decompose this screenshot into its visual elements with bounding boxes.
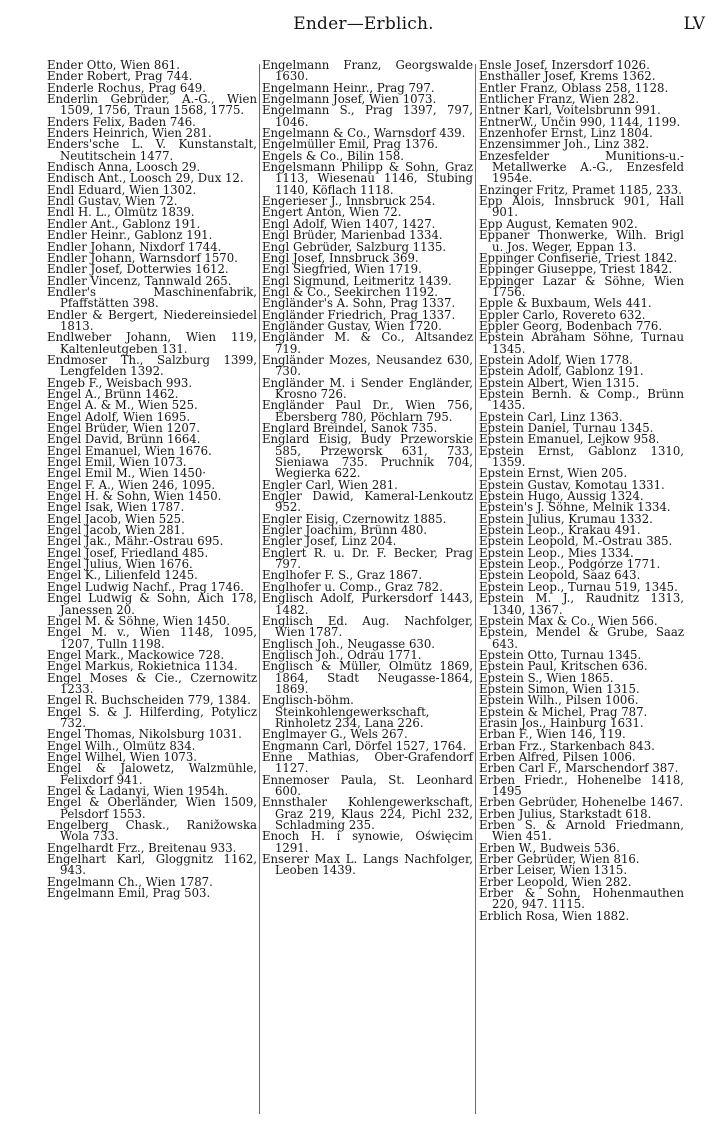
directory-entry: Enzesfelder Munitions-u.-Metallwerke A.-G., Enzesfeld 1954e. [479, 148, 684, 186]
directory-entry: Engel Isak, Wien 1787. [47, 500, 185, 515]
directory-entry: Engl Sigmund, Leitmeritz 1439. [262, 273, 452, 288]
directory-entry: Epstein Hugo, Aussig 1324. [479, 489, 644, 504]
directory-entry: Engel Moses & Cie., Czernowitz 1233. [47, 670, 257, 696]
directory-entry: Epstein Max & Co., Wien 566. [479, 613, 658, 628]
directory-entry: Engl Siegfried, Wien 1719. [262, 262, 422, 277]
directory-entry: Engelberg Chask., Ranižowska Wola 733. [47, 818, 257, 844]
directory-entry: Erben Friedr., Hohenelbe 1418, 1495 [479, 772, 684, 798]
directory-entry: Ender Otto, Wien 861. [47, 58, 180, 72]
directory-entry: Endler Vincenz, Tannwald 265. [47, 273, 232, 288]
directory-entry: Erben Julius, Starkstadt 618. [479, 806, 652, 821]
directory-entry: Engelmüller Emil, Prag 1376. [262, 137, 439, 152]
directory-entry: Engel Ludwig & Sohn, Aich 178, Janessen 20. [47, 591, 257, 617]
directory-entry: Eppinger Lazar & Söhne, Wien 1756. [479, 273, 684, 299]
directory-entry: Epstein Wilh., Pilsen 1006. [479, 693, 639, 708]
directory-entry: Engländer M. & Co., Altsandez 719. [262, 330, 473, 356]
directory-entry: Engel & Oberländer, Wien 1509, Pelsdorf 1553. [47, 795, 257, 821]
directory-entry: Engel M. v., Wien 1148, 1095, 1207, Tulln 1198. [47, 625, 257, 651]
directory-entry: Engler Joachim, Brünn 480. [262, 523, 428, 538]
directory-entry: Engel Brüder, Wien 1207. [47, 421, 200, 435]
directory-entry: Engler Eisig, Czernowitz 1885. [262, 511, 447, 526]
directory-entry: Enzensimmer Joh., Linz 382. [479, 137, 650, 152]
directory-entry: Engel Jak., Mähr.-Ostrau 695. [47, 534, 224, 549]
directory-entry: Erben Gebrüder, Hohenelbe 1467. [479, 795, 684, 810]
directory-entry: Englisch Joh., Odrau 1771. [262, 647, 422, 662]
directory-entry: Erben Alfred, Pilsen 1006. [479, 749, 636, 764]
directory-entry: Enserer Max L. Langs Nachfolger, Leoben 1439. [262, 852, 473, 878]
directory-entry: Ennemoser Paula, St. Leonhard 600. [262, 772, 473, 798]
directory-entry: Endl Eduard, Wien 1302. [47, 182, 197, 197]
directory-entry: Engländer Mozes, Neusandez 630, 730. [262, 352, 473, 379]
directory-entry: Epstein Leop., Mies 1334. [479, 545, 634, 560]
directory-entry: Epstein Gustav, Komotau 1331. [479, 477, 665, 492]
directory-entry: Englisch-böhm. Steinkohlengewerkschaft, Rinholetz 234, Lana 226. [262, 693, 430, 730]
directory-entry: Engel K., Lilienfeld 1245. [47, 568, 198, 583]
directory-entry: Engelsmann Philipp & Sohn, Graz 1113, Wiesenau 1146, Stubing 1140, Köflach 1118. [262, 160, 473, 197]
directory-entry: Engländer M. i Sender Engländer, Krosno 726. [262, 375, 473, 401]
directory-entry: Epple & Buxbaum, Wels 441. [479, 296, 652, 311]
directory-entry: Epstein Otto, Turnau 1345. [479, 647, 642, 662]
page-header [0, 14, 727, 40]
directory-entry: Englmayer G., Wels 267. [262, 727, 408, 742]
directory-entry: Epstein Leop., Krakau 491. [479, 523, 641, 538]
directory-entry: Engel Emanuel, Wien 1676. [47, 443, 212, 458]
directory-entry: Enderle Rochus, Prag 649. [47, 80, 206, 95]
directory-entry: Englhofer u. Comp., Graz 782. [262, 579, 443, 594]
directory-column-3 [479, 60, 684, 922]
directory-entry: Endler Johann, Nixdorf 1744. [47, 239, 222, 254]
directory-entry: Engl & Co., Seekirchen 1192. [262, 284, 438, 299]
directory-entry: Eppinger Giuseppe, Triest 1842. [479, 262, 673, 277]
column-divider [475, 64, 476, 1114]
directory-entry: Epstein Paul, Kritschen 636. [479, 659, 648, 674]
directory-entry: Epstein Albert, Wien 1315. [479, 375, 640, 390]
directory-entry: Endisch Ant., Loosch 29, Dux 12. [47, 171, 244, 186]
directory-entry: Erban Frz., Starkenbach 843. [479, 738, 655, 753]
directory-entry: Epstein Emanuel, Lejkow 958. [479, 432, 660, 447]
directory-entry: Epstein Adolf, Wien 1778. [479, 352, 633, 367]
directory-entry: Enders Heinrich, Wien 281. [47, 126, 212, 141]
directory-entry: Endmoser Th., Salzburg 1399, Lengfelden 1392. [47, 352, 257, 379]
directory-entry: Epstein Bernh. & Comp., Brünn 1435. [479, 386, 684, 413]
directory-entry: Engels & Co., Bilin 158. [262, 148, 405, 163]
directory-entry: Engel Josef, Friedland 485. [47, 545, 209, 560]
directory-entry: Erber Gebrüder, Wien 816. [479, 852, 640, 867]
directory-entry: Englert R. u. Dr. F. Becker, Prag 797. [262, 545, 473, 572]
directory-entry: Eppler Carlo, Rovereto 632. [479, 307, 646, 322]
directory-entry: Epstein Abraham Söhne, Turnau 1345. [479, 330, 684, 356]
directory-entry: Endlweber Johann, Wien 119, Kaltenleutgeben 131. [47, 330, 257, 356]
directory-entry: Engelmann Franz, Georgswalde 1630. [262, 58, 473, 84]
directory-entry: Entler Franz, Oblass 258, 1128. [479, 80, 669, 95]
directory-entry: Epstein Leop., Podgórze 1771. [479, 557, 661, 572]
directory-entry: Engel H. & Sohn, Wien 1450. [47, 489, 222, 504]
directory-entry: Enoch H. i synowie, Oświęcim 1291. [262, 829, 473, 855]
directory-entry: Engel Jacob, Wien 525. [47, 511, 185, 526]
directory-entry: Englisch Joh., Neugasse 630. [262, 636, 435, 651]
directory-entry: Epstein Julius, Krumau 1332. [479, 511, 653, 526]
directory-entry: Erber Leopold, Wien 282. [479, 874, 632, 889]
directory-entry: Engländer Paul Dr., Wien 756, Ebersberg 780, Pöchlarn 795. [262, 398, 473, 424]
directory-entry: Epstein Carl, Linz 1363. [479, 409, 623, 424]
directory-entry: Erben Carl F., Marschendorf 387. [479, 761, 679, 776]
directory-entry: Epstein Ernst, Wien 205. [479, 466, 628, 481]
directory-entry: Endler Johann, Warnsdorf 1570. [47, 250, 238, 265]
directory-entry: Engel Wilh., Olmütz 834. [47, 738, 196, 753]
directory-entry: Epstein M. J., Raudnitz 1313, 1340, 1367. [479, 591, 684, 617]
directory-entry: Epstein Leop., Turnau 519, 1345. [479, 579, 678, 594]
directory-entry: Erben S. & Arnold Friedmann, Wien 451. [479, 818, 684, 844]
directory-column-2 [262, 60, 473, 877]
directory-entry: Enderlin Gebrüder, A.-G., Wien 1509, 1756, Traun 1568, 1775. [47, 92, 257, 118]
directory-entry: Epp August, Kematen 902. [479, 216, 638, 231]
directory-entry: Eppaner Thonwerke, Wilh. Brigl u. Jos. Weger, Eppan 13. [479, 228, 684, 254]
directory-entry: Ennsthaler Kohlengewerkschaft, Graz 219, Klaus 224, Pichl 232, Schladming 235. [262, 795, 473, 833]
directory-entry: Englard Eisig, Budy Przeworskie 585, Przeworsk 631, 733, Sieniawa 735. Pruchnik 704, Wegierka 622. [262, 432, 473, 481]
directory-entry: Engelhart Karl, Gloggnitz 1162, 943. [47, 852, 257, 878]
directory-entry: Enne Mathias, Ober-Grafendorf 1127. [262, 749, 473, 776]
directory-entry: Engel & Jalowetz, Walzmühle, Felixdorf 941. [47, 761, 257, 787]
directory-entry: Engel & Ladanyi, Wien 1954h. [47, 784, 229, 798]
directory-entry: Epp Alois, Innsbruck 901, Hall 901. [479, 194, 684, 220]
directory-entry: Eppinger Confiserie, Triest 1842. [479, 250, 678, 265]
directory-entry: Enzenhofer Ernst, Linz 1804. [479, 126, 653, 141]
directory-entry: Engel Emil, Wien 1073. [47, 455, 187, 470]
directory-entry: Engel M. & Söhne, Wien 1450. [47, 613, 231, 628]
directory-entry: Engert Anton, Wien 72. [262, 205, 402, 220]
directory-entry: Epstein Daniel, Turnau 1345. [479, 421, 654, 435]
directory-entry: Ensthaller Josef, Krems 1362. [479, 69, 656, 84]
directory-entry: Entner Karl, Voitelsbrunn 991. [479, 103, 661, 118]
directory-entry: Engel David, Brünn 1664. [47, 432, 201, 447]
directory-entry: Engelmann Ch., Wien 1787. [47, 874, 213, 889]
directory-entry: Erblich Rosa, Wien 1882. [479, 908, 630, 923]
column-divider [259, 64, 260, 1114]
directory-entry: Engel S. & J. Hilferding, Potylicz 732. [47, 704, 257, 730]
directory-entry: Engler Josef, Linz 204. [262, 534, 397, 549]
directory-entry: EntnerW., Unčin 990, 1144, 1199. [479, 114, 681, 129]
directory-entry: Englisch Adolf, Purkersdorf 1443, 1482. [262, 591, 473, 617]
directory-entry: Engel Thomas, Nikolsburg 1031. [47, 727, 242, 742]
page-title: Ender—Erblich. [293, 14, 434, 34]
directory-entry: Engel F. A., Wien 246, 1095. [47, 477, 216, 492]
directory-entry: Erasin Jos., Hainburg 1631. [479, 715, 644, 730]
directory-entry: Engel Emil M., Wien 1450· [47, 466, 206, 481]
directory-entry: Endisch Anna, Loosch 29. [47, 160, 201, 175]
directory-entry: Enders Felix, Baden 746. [47, 114, 196, 129]
directory-entry: Epstein S., Wien 1865. [479, 670, 614, 685]
directory-entry: Endler's Maschinenfabrik, Pfaffstätten 398. [47, 284, 257, 311]
directory-entry: Engel Jacob, Wien 281. [47, 523, 185, 538]
directory-entry: Erben W., Budweis 536. [479, 840, 620, 855]
directory-entry: Engel Mark., Mackowice 728. [47, 647, 225, 662]
directory-entry: Englisch Ed. Aug. Nachfolger, Wien 1787. [262, 613, 473, 640]
directory-entry: Epstein Adolf, Gablonz 191. [479, 364, 644, 379]
directory-entry: Epstein & Michel, Prag 787. [479, 704, 648, 719]
directory-entry: Engl Adolf, Wien 1407, 1427. [262, 216, 436, 231]
directory-entry: Englhofer F. S., Graz 1867. [262, 568, 423, 583]
directory-entry: Ender Robert, Prag 744. [47, 69, 193, 84]
directory-entry: Engelmann & Co., Warnsdorf 439. [262, 126, 466, 141]
directory-entry: Engerieser J., Innsbruck 254. [262, 194, 436, 209]
directory-entry: Endler Ant., Gablonz 191. [47, 216, 201, 231]
directory-entry: Entlicher Franz, Wien 282. [479, 92, 640, 107]
directory-entry: Endl H. L., Olmütz 1839. [47, 205, 195, 220]
directory-entry: Engelhardt Frz., Breitenau 933. [47, 840, 237, 855]
directory-entry: Engel Julius, Wien 1676. [47, 557, 193, 572]
directory-entry: Engmann Carl, Dörfel 1527, 1764. [262, 738, 467, 753]
directory-entry: Engel Markus, Rokietnica 1134. [47, 659, 238, 674]
directory-entry: Engl Gebrüder, Salzburg 1135. [262, 239, 447, 254]
directory-entry: Epstein's J. Söhne, Melnik 1334. [479, 500, 671, 515]
directory-entry: Engler Carl, Wien 281. [262, 477, 398, 492]
directory-entry: Epstein, Mendel & Grube, Saaz 643. [479, 625, 684, 651]
directory-entry: Erber & Sohn, Hohenmauthen 220, 947. 1115. [479, 886, 684, 912]
page-number: LV [683, 14, 705, 34]
directory-entry: Epstein Simon, Wien 1315. [479, 681, 640, 696]
directory-entry: Endler Josef, Dotterwies 1612. [47, 262, 229, 277]
directory-entry: Endler Heinr., Gablonz 191. [47, 228, 213, 243]
directory-entry: Engel Ludwig Nachf., Prag 1746. [47, 579, 245, 594]
directory-entry: Engler Dawid, Kameral-Lenkoutz 952. [262, 489, 473, 515]
directory-entry: Epstein Ernst, Gablonz 1310, 1359. [479, 443, 684, 470]
directory-entry: Endler & Bergert, Niedereinsiedel 1813. [47, 307, 257, 333]
directory-entry: Engel Adolf, Wien 1695. [47, 409, 191, 424]
directory-entry: Engländer Gustav, Wien 1720. [262, 318, 442, 333]
directory-entry: Englisch & Müller, Olmütz 1869, 1864, Stadt Neugasse-1864, 1869. [262, 659, 473, 696]
directory-entry: Epstein Leopold, Saaz 643. [479, 568, 641, 583]
directory-entry: Engelmann Josef, Wien 1073. [262, 92, 437, 107]
directory-entry: Engel Wilhel, Wien 1073. [47, 749, 197, 764]
directory-entry: Engel A. & M., Wien 525. [47, 398, 198, 413]
directory-entry: Engländer's A. Sohn, Prag 1337. [262, 296, 456, 311]
directory-entry: Engel R. Buchscheiden 779, 1384. [47, 693, 251, 708]
directory-entry: Enders'sche L. V. Kunstanstalt, Neutitschein 1477. [47, 137, 257, 163]
directory-entry: Engl Brüder, Marienbad 1334. [262, 228, 443, 243]
directory-entry: Engländer Friedrich, Prag 1337. [262, 307, 456, 322]
directory-entry: Engelmann S., Prag 1397, 797, 1046. [262, 103, 473, 129]
directory-entry: Erban F., Wien 146, 119. [479, 727, 626, 742]
directory-entry: Engelmann Emil, Prag 503. [47, 886, 211, 901]
directory-entry: Engelmann Heinr., Prag 797. [262, 80, 435, 95]
directory-entry: Erber Leiser, Wien 1315. [479, 863, 628, 878]
directory-entry: Eppler Georg, Bodenbach 776. [479, 318, 663, 333]
directory-entry: Englard Breindel, Sanok 735. [262, 421, 438, 435]
directory-column-1 [47, 60, 257, 899]
directory-entry: Epstein Leopold, M.-Ostrau 385. [479, 534, 673, 549]
directory-entry: Engel A., Brünn 1462. [47, 386, 179, 401]
directory-entry: Engeb F., Weisbach 993. [47, 375, 193, 390]
directory-entry: Ensle Josef, Inzersdorf 1026. [479, 58, 650, 72]
directory-entry: Engl Josef, Innsbruck 369. [262, 250, 419, 265]
directory-entry: Endl Gustav, Wien 72. [47, 194, 178, 209]
directory-entry: Enzinger Fritz, Pramet 1185, 233. [479, 182, 682, 197]
